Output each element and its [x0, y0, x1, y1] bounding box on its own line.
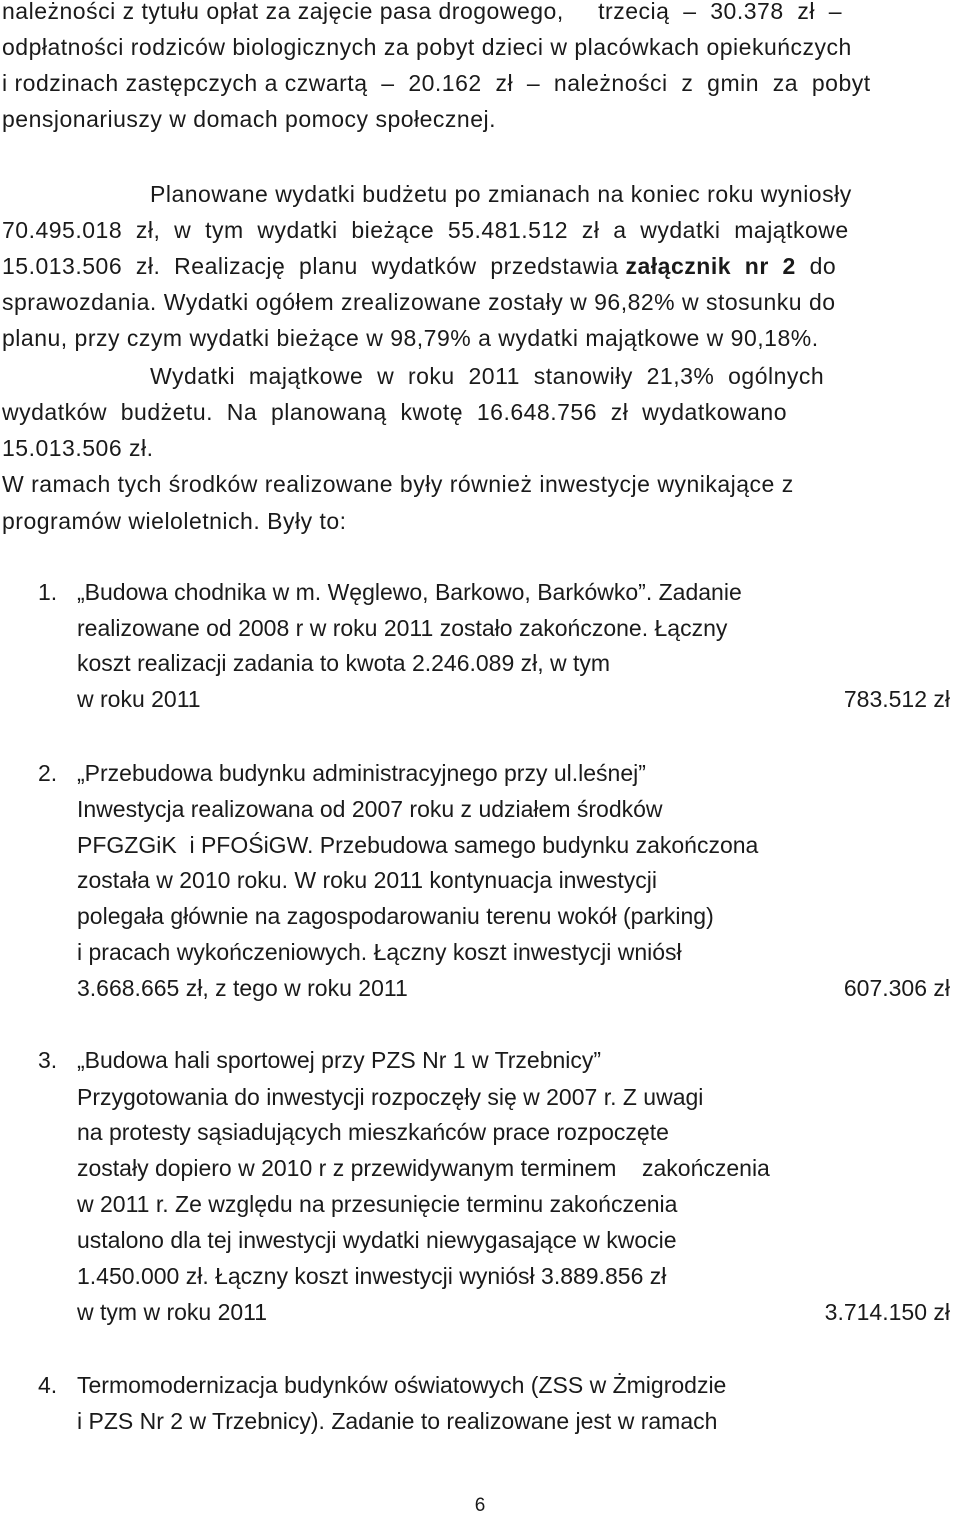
item-3-number: 3.: [38, 1047, 58, 1073]
item-2-line-5: polegała głównie na zagospodarowaniu terenu wokół (parking): [77, 903, 714, 929]
item-1-line-4: w roku 2011: [77, 686, 201, 712]
item-3-line-7: 1.450.000 zł. Łączny koszt inwestycji wyniósł 3.889.856 zł: [77, 1263, 667, 1289]
intro-line-3: i rodzinach zastępczych a czwartą – 20.162 zł – należności z gmin za pobyt: [2, 70, 871, 96]
expenses-line-4: sprawozdania. Wydatki ogółem zrealizowane zostały w 96,82% w stosunku do: [2, 289, 836, 315]
item-2-line-3: PFGZGiK i PFOŚiGW. Przebudowa samego budynku zakończona: [77, 832, 759, 858]
item-1-amount: 783.512 zł: [843, 686, 950, 712]
capital-line-3: 15.013.506 zł.: [2, 435, 154, 461]
item-3-line-6: ustalono dla tej inwestycji wydatki niewygasające w kwocie: [77, 1227, 677, 1253]
expenses-line-3-end: do: [795, 253, 837, 279]
intro-line-1: należności z tytułu opłat za zajęcie pasa drogowego, trzecią – 30.378 zł –: [2, 0, 843, 24]
capital-line-2: wydatków budżetu. Na planowaną kwotę 16.648.756 zł wydatkowano: [2, 399, 788, 425]
capital-line-1: Wydatki majątkowe w roku 2011 stanowiły 21,3% ogólnych: [150, 363, 825, 389]
page-number: 6: [474, 1495, 486, 1516]
item-1-line-3: koszt realizacji zadania to kwota 2.246.089 zł, w tym: [77, 650, 611, 676]
intro-line-2: odpłatności rodziców biologicznych za pobyt dzieci w placówkach opiekuńczych: [2, 34, 852, 60]
programs-line-1: W ramach tych środków realizowane były również inwestycje wynikające z: [2, 471, 794, 497]
item-3-line-2: Przygotowania do inwestycji rozpoczęły się w 2007 r. Z uwagi: [77, 1084, 704, 1110]
item-2-amount: 607.306 zł: [843, 975, 950, 1001]
expenses-line-3-text: 15.013.506 zł. Realizację planu wydatków przedstawia: [2, 253, 626, 279]
item-1-title: „Budowa chodnika w m. Węglewo, Barkowo, Barkówko”. Zadanie: [77, 579, 742, 605]
item-1-line-2: realizowane od 2008 r w roku 2011 zostało zakończone. Łączny: [77, 615, 728, 641]
item-2-line-7: 3.668.665 zł, z tego w roku 2011: [77, 975, 408, 1001]
item-1-number: 1.: [38, 579, 58, 605]
item-3-amount: 3.714.150 zł: [824, 1299, 950, 1325]
item-3-title: „Budowa hali sportowej przy PZS Nr 1 w Trzebnicy”: [77, 1047, 602, 1073]
item-3-line-3: na protesty sąsiadujących mieszkańców prace rozpoczęte: [77, 1119, 669, 1145]
expenses-line-1: Planowane wydatki budżetu po zmianach na koniec roku wyniosły: [150, 181, 852, 207]
item-2-number: 2.: [38, 760, 58, 786]
item-2-title: „Przebudowa budynku administracyjnego przy ul.leśnej”: [77, 760, 646, 786]
item-3-line-8: w tym w roku 2011: [77, 1299, 268, 1325]
expenses-line-3: [2, 248, 954, 284]
item-2-line-4: została w 2010 roku. W roku 2011 kontynuacja inwestycji: [77, 867, 657, 893]
programs-line-2: programów wieloletnich. Były to:: [2, 508, 347, 534]
item-4-title: Termomodernizacja budynków oświatowych (ZSS w Żmigrodzie: [77, 1372, 727, 1398]
item-2-line-6: i pracach wykończeniowych. Łączny koszt inwestycji wniósł: [77, 939, 682, 965]
item-4-line-2: i PZS Nr 2 w Trzebnicy). Zadanie to realizowane jest w ramach: [77, 1408, 718, 1434]
item-3-line-5: w 2011 r. Ze względu na przesunięcie terminu zakończenia: [77, 1191, 678, 1217]
attachment-reference: załącznik nr 2: [625, 253, 796, 279]
item-3-line-4: zostały dopiero w 2010 r z przewidywanym terminem zakończenia: [77, 1155, 770, 1181]
item-4-number: 4.: [38, 1372, 58, 1398]
expenses-line-5: planu, przy czym wydatki bieżące w 98,79% a wydatki majątkowe w 90,18%.: [2, 325, 819, 351]
intro-line-4: pensjonariuszy w domach pomocy społecznej.: [2, 106, 497, 132]
item-2-line-2: Inwestycja realizowana od 2007 roku z udziałem środków: [77, 796, 663, 822]
expenses-line-2: 70.495.018 zł, w tym wydatki bieżące 55.481.512 zł a wydatki majątkowe: [2, 217, 849, 243]
